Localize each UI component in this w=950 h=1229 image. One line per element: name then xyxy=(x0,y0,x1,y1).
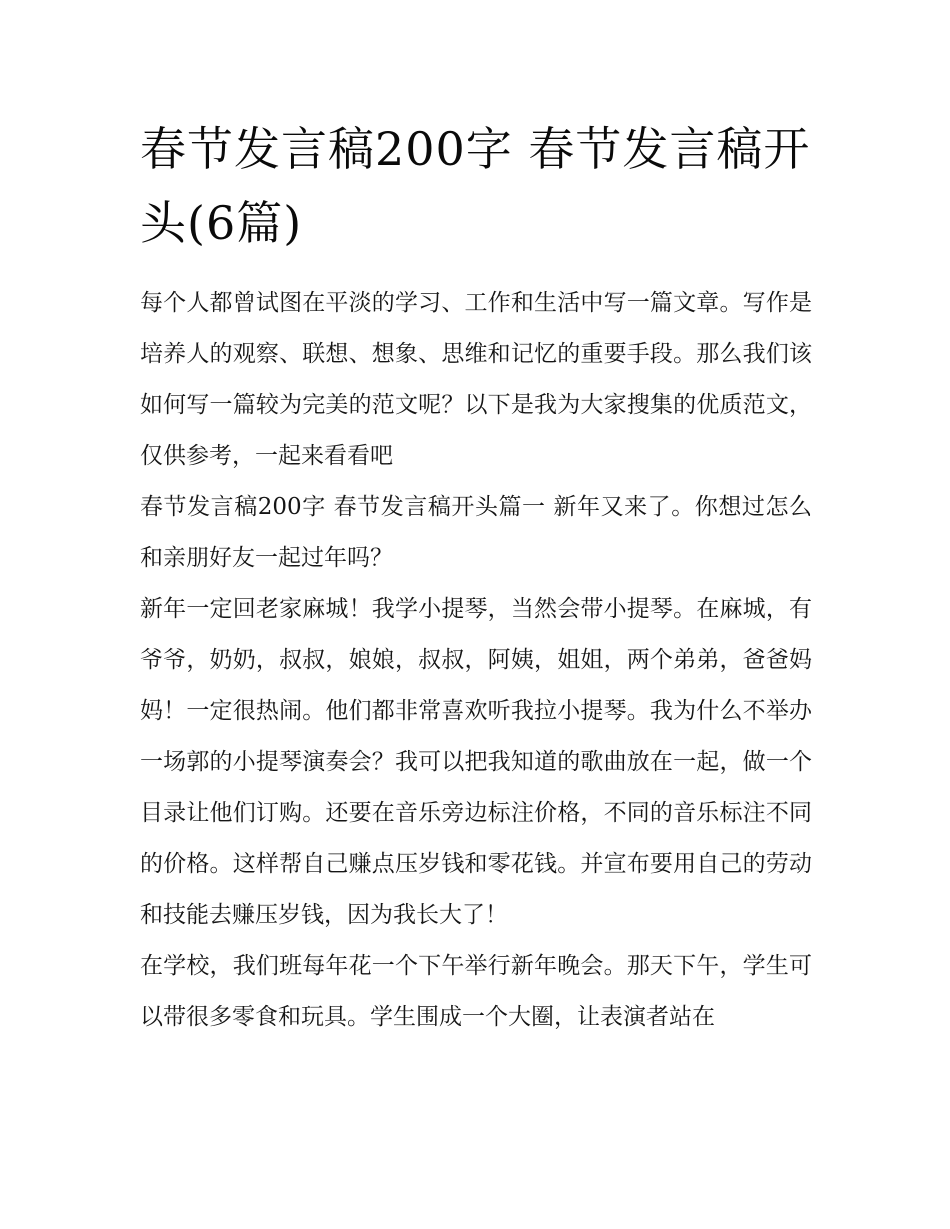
document-body xyxy=(140,278,812,1043)
paragraph-intro: 每个人都曾试图在平淡的学习、工作和生活中写一篇文章。写作是培养人的观察、联想、想象、思维和记忆的重要手段。那么我们该如何写一篇较为完美的范文呢？以下是我为大家搜集的优质范文，仅供参考，一起来看看吧 xyxy=(140,290,812,469)
paragraph-new-year-hometown: 新年一定回老家麻城！我学小提琴，当然会带小提琴。在麻城，有爷爷，奶奶，叔叔，娘娘，叔叔，阿姨，姐姐，两个弟弟，爸爸妈妈！一定很热闹。他们都非常喜欢听我拉小提琴。我为什么不举办一场郭的小提琴演奏会？我可以把我知道的歌曲放在一起，做一个目录让他们订购。还要在音乐旁边标注价格，不同的音乐标注不同的价格。这样帮自己赚点压岁钱和零花钱。并宣布要用自己的劳动和技能去赚压岁钱，因为我长大了！ xyxy=(140,596,812,928)
paragraph-school-party: 在学校，我们班每年花一个下午举行新年晚会。那天下午，学生可以带很多零食和玩具。学生围成一个大圈，让表演者站在 xyxy=(140,953,812,1030)
document-title: 春节发言稿200字 春节发言稿开头(6篇) xyxy=(140,122,811,250)
paragraph-section-one-heading: 春节发言稿200字 春节发言稿开头篇一 新年又来了。你想过怎么和亲朋好友一起过年吗？ xyxy=(140,494,812,571)
